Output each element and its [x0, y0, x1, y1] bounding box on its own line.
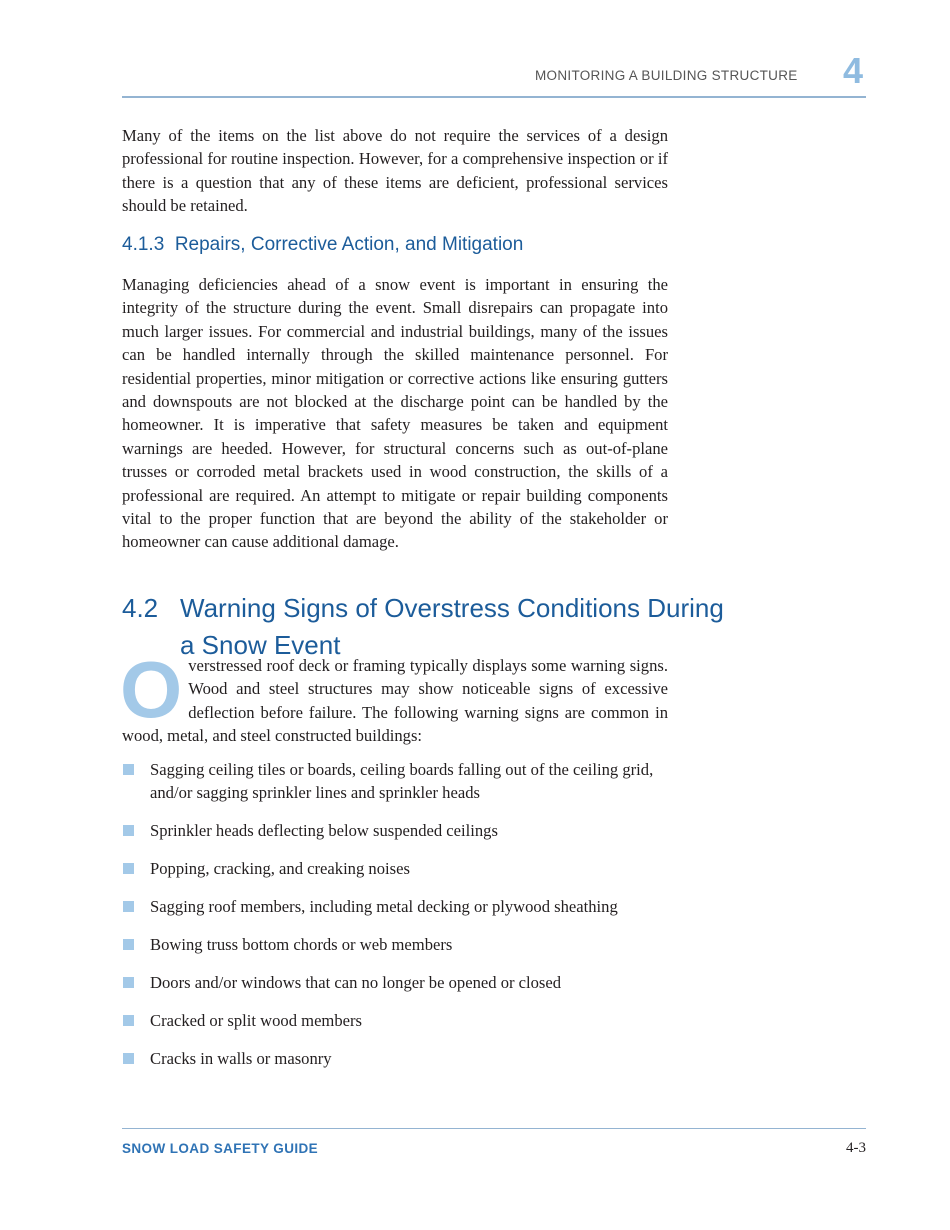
- running-header: MONITORING A BUILDING STRUCTURE: [535, 68, 798, 83]
- body-text: verstressed roof deck or framing typically displays some warning signs. Wood and steel structures may show noticeable signs of excessive deflection before failure. The following warning signs are common in wood, metal, and steel constructed buildings:: [122, 656, 668, 746]
- list-item: [122, 895, 682, 918]
- bullet-square-icon: [123, 863, 134, 874]
- list-item-text: Sagging ceiling tiles or boards, ceiling boards falling out of the ceiling grid, and/or sagging sprinkler lines and sprinkler heads: [150, 760, 654, 803]
- section-heading-4-2: [122, 590, 724, 664]
- list-item: [122, 819, 682, 842]
- bullet-square-icon: [123, 1053, 134, 1064]
- list-item-text: Cracked or split wood members: [150, 1010, 362, 1030]
- list-item: [122, 857, 682, 880]
- drop-cap: O: [120, 645, 183, 734]
- bullet-square-icon: [123, 977, 134, 988]
- list-item: [122, 933, 682, 956]
- list-item-text: Sagging roof members, including metal decking or plywood sheathing: [150, 897, 618, 917]
- chapter-number: 4: [843, 50, 864, 91]
- section-number: 4.2: [122, 593, 159, 623]
- list-item-text: Sprinkler heads deflecting below suspended ceilings: [150, 821, 498, 841]
- bullet-square-icon: [123, 939, 134, 950]
- list-item: [122, 758, 682, 805]
- bullet-square-icon: [123, 825, 134, 836]
- warning-signs-list: [122, 758, 682, 1085]
- bullet-square-icon: [123, 764, 134, 775]
- list-item: [122, 1009, 682, 1032]
- bullet-square-icon: [123, 1015, 134, 1026]
- intro-paragraph: Many of the items on the list above do not require the services of a design professional for routine inspection. However, for a comprehensive inspection or if there is a question that any of these items are deficient, professional services should be retained.: [122, 126, 668, 216]
- footer-title: SNOW LOAD SAFETY GUIDE: [122, 1141, 319, 1156]
- bullet-square-icon: [123, 901, 134, 912]
- list-item: [122, 971, 682, 994]
- heading-line-2: a Snow Event: [180, 630, 341, 660]
- section-heading-4-1-3: 4.1.3 Repairs, Corrective Action, and Mitigation: [122, 234, 524, 255]
- section-4-1-3-body: Managing deficiencies ahead of a snow event is important in ensuring the integrity of the structure during the event. Small disrepairs can propagate into much larger issues. For commercial and industrial buildings, many of the issues can be handled internally through the skilled maintenance personnel. For residential properties, minor mitigation or corrective actions like ensuring gutters and downspouts are not blocked at the discharge point can be handled by the homeowner. It is imperative that safety measures be taken and equipment warnings are heeded. However, for structural concerns such as out-of-plane trusses or corroded metal brackets used in wood construction, the skills of a professional are required. An attempt to mitigate or repair building components vital to the proper function that are beyond the ability of the stakeholder or homeowner can cause additional damage.: [122, 275, 668, 552]
- list-item: [122, 1047, 682, 1070]
- footer-rule: [122, 1128, 866, 1129]
- list-item-text: Bowing truss bottom chords or web members: [150, 935, 453, 955]
- header-rule: [122, 96, 866, 98]
- list-item-text: Popping, cracking, and creaking noises: [150, 859, 410, 879]
- list-item-text: Cracks in walls or masonry: [150, 1048, 332, 1068]
- heading-line-1: Warning Signs of Overstress Conditions During: [180, 593, 724, 623]
- list-item-text: Doors and/or windows that can no longer be opened or closed: [150, 972, 562, 992]
- page-number: 4-3: [846, 1140, 866, 1156]
